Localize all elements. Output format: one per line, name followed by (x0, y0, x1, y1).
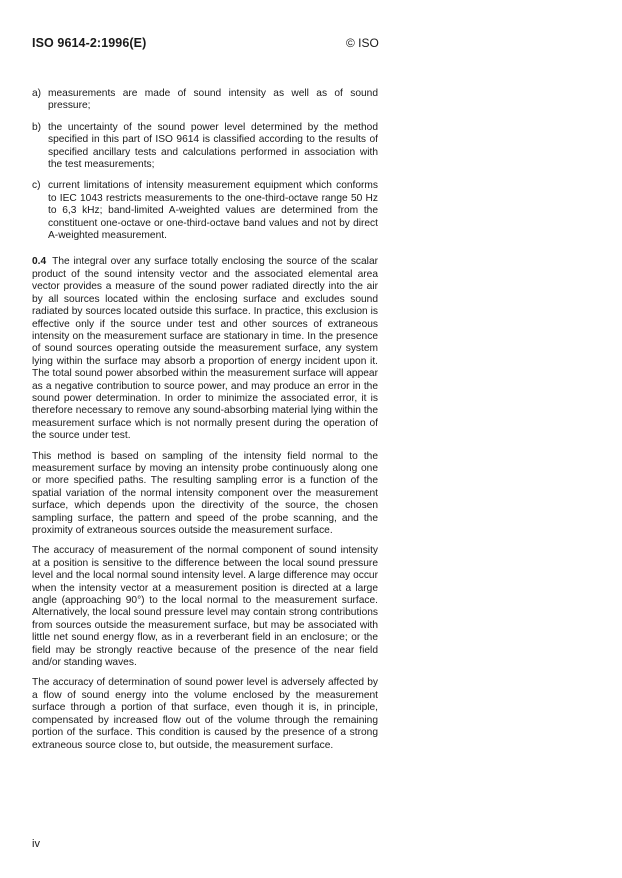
paragraph: The accuracy of measurement of the normal component of sound intensity at a position is sensitive to the difference between the local sound pressure level and the local normal sound intensity level. A large difference may occur when the intensity vector at a measurement position is directed at a large angle (approaching 90°) to the local normal to the measurement surface. Alternatively, the local sound pressure level may contain strong contributions from sources outside the measurement surface, but may be associated with little net sound energy flow, as in a reverberant field in an enclosure; or the field may be strongly reactive because of the presence of the near field and/or standing waves. (32, 545, 378, 669)
paragraph: This method is based on sampling of the intensity field normal to the measurement surface by moving an intensity probe continuously along one or more specified paths. The resulting sampling error is a function of the spatial variation of the normal intensity component over the measurement surface, which depends upon the directivity of the source, the chosen sampling surface, the pattern and speed of the probe scanning, and the proximity of extraneous sources outside the measurement surface. (32, 450, 378, 536)
list-item-text: the uncertainty of the sound power level determined by the method specified in this part of ISO 9614 is classified according to the results of specified ancillary tests and calculations performed in association with the test measurements; (48, 121, 378, 171)
list-item (32, 122, 378, 172)
standard-id: ISO 9614-2:1996(E) (32, 36, 147, 50)
clause-paragraph (32, 256, 378, 442)
list-item-text: measurements are made of sound intensity as well as of sound pressure; (48, 88, 378, 112)
list-marker: c) (32, 180, 41, 192)
list-item (32, 88, 378, 113)
list-marker: a) (32, 88, 42, 99)
copyright-mark: © ISO (346, 36, 379, 50)
paragraph-text: The integral over any surface totally enclosing the source of the scalar product of the sound intensity vector and the associated elemental area vector provides a measure of the sound power radiated directly into the air by all sources located within the enclosing surface and excludes sound radiated by sources located outside this surface. In practice, this exclusion is effective only if the source under test and other sources of extraneous intensity on the measurement surface are stationary in time. In the presence of sound sources operating outside the measurement surface, any system lying within the surface may absorb a proportion of energy incident upon it. The total sound power absorbed within the measurement surface will appear as a negative contribution to source power, and may produce an error in the sound power determination. In order to minimize the associated error, it is therefore necessary to remove any sound-absorbing material lying within the measurement surface which is not normally present during the operation of the source under test. (32, 256, 378, 442)
list-item-text: current limitations of intensity measurement equipment which conforms to IEC 1043 restricts measurements to the one-third-octave range 50 Hz to 6,3 kHz; band-limited A-weighted values are determined from the constituent one-octave or one-third-octave band values and not by direct A-weighted measurement. (48, 180, 378, 242)
clause-number: 0.4 (32, 256, 47, 268)
page-number: iv (32, 838, 40, 850)
paragraph: The accuracy of determination of sound power level is adversely affected by a flow of sound energy into the volume enclosed by the measurement surface through a portion of that surface, even though it is, in principle, compensated by increased flow out of the volume through the remaining portion of the surface. This condition is caused by the presence of a strong extraneous source close to, but outside, the measurement surface. (32, 677, 378, 751)
list-item (32, 180, 378, 242)
document-body (32, 88, 378, 760)
list-marker: b) (32, 121, 42, 133)
